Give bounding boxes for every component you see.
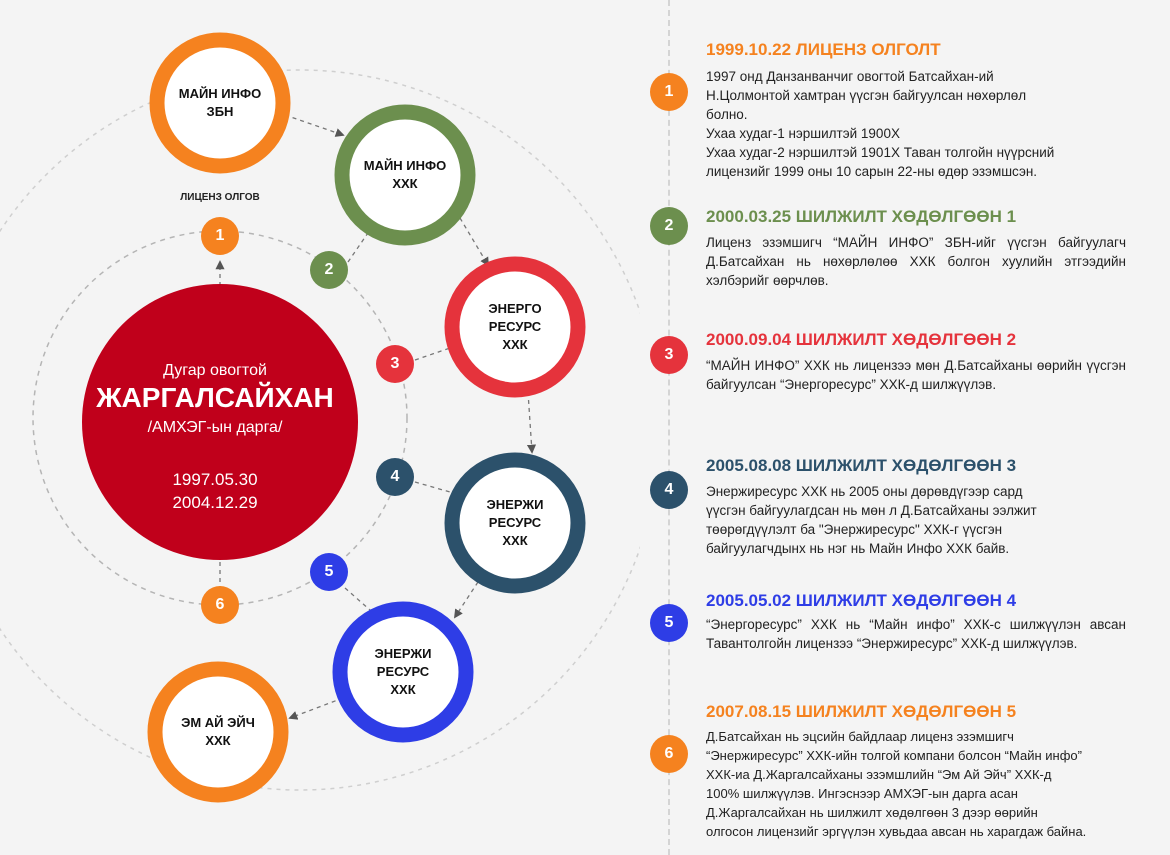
ring-label-energy-resurs-1: ЭНЕРЖИ РЕСУРС ХХК <box>486 497 544 548</box>
timeline-body: Энержиресурс ХХК нь 2005 оны дөрөвдүгээр сард үүсгэн байгуулагдсан нь мөн л Д.Батсайханы ээлжит төөрөгдүүлэлт ба "Энержиресурс" ХХК-г үүсгэн байгуулагчдынх нь нэг нь Майн Инфо ХХК байв. <box>706 484 1037 556</box>
diagram-step-badge: 4 <box>376 458 414 496</box>
timeline-title: 1999.10.22 ЛИЦЕНЗ ОЛГОЛТ <box>706 40 941 59</box>
ring-label-main-info-zbn: МАЙН ИНФО ЗБН <box>178 86 262 119</box>
center-date-end: 2004.12.29 <box>172 493 258 512</box>
timeline-badge: 6 <box>650 735 688 773</box>
center-date-start: 1997.05.30 <box>172 470 258 489</box>
timeline-title: 2005.05.02 ШИЛЖИЛТ ХӨДӨЛГӨӨН 4 <box>706 591 1017 610</box>
diagram-step-badge: 6 <box>201 586 239 624</box>
dashed-connector <box>345 588 370 610</box>
timeline-body: “Энергоресурс” ХХК нь “Майн инфо” ХХК-с шилжүүлэн авсан Тавантолгойн лицензээ “Энержиресурс” ХХК-д шилжүүлэв. <box>706 617 1126 651</box>
arrow-connector <box>528 392 532 452</box>
diagram-step-badge: 5 <box>310 553 348 591</box>
timeline-body: Д.Батсайхан нь эцсийн байдлаар лиценз эзэмшигч “Энержиресурс” ХХК-ийн толгой компани болсон “Майн инфо” ХХК-иа Д.Жаргалсайханы эзэмшлийн “Эм Ай Эйч” ХХК-д 100% шилжүүлэв. Ингэснээр АМХЭГ-ын дарга асан Д.Жаргалсайхан нь шилжилт хөдөлгөөн 3 дээр өөрийн олгосон лицензийг эргүүлэн хувьдаа авсан нь харагдаж байна. <box>706 729 1087 839</box>
ring-label-mih: ЭМ АЙ ЭЙЧ ХХК <box>181 715 255 748</box>
center-name: ЖАРГАЛСАЙХАН <box>96 382 334 413</box>
timeline-title: 2005.08.08 ШИЛЖИЛТ ХӨДӨЛГӨӨН 3 <box>706 456 1017 475</box>
center-role: /АМХЭГ-ын дарга/ <box>147 419 283 436</box>
center-subtitle: Дугар овогтой <box>163 362 267 379</box>
timeline-title: 2007.08.15 ШИЛЖИЛТ ХӨДӨЛГӨӨН 5 <box>706 702 1017 721</box>
diagram-step-badge: 2 <box>310 251 348 289</box>
timeline-title: 2000.03.25 ШИЛЖИЛТ ХӨДӨЛГӨӨН 1 <box>706 207 1017 226</box>
dashed-connector <box>348 230 370 262</box>
timeline-body: “МАЙН ИНФО” ХХК нь лицензээ мөн Д.Батсайханы өөрийн үүсгэн байгуулсан “Энергоресурс” ХХК-д шилжүүлэв. <box>706 358 1126 392</box>
ring-label-energy-resurs-2: ЭНЕРЖИ РЕСУРС ХХК <box>374 646 432 697</box>
timeline-badge: 4 <box>650 471 688 509</box>
timeline-title: 2000.09.04 ШИЛЖИЛТ ХӨДӨЛГӨӨН 2 <box>706 330 1017 349</box>
arrow-connector <box>290 698 343 718</box>
ring-label-energo-resurs: ЭНЕРГО РЕСУРС ХХК <box>488 301 542 352</box>
license-issued-label: ЛИЦЕНЗ ОЛГОВ <box>180 192 260 203</box>
ring-label-main-info-llc: МАЙН ИНФО ХХК <box>363 158 447 191</box>
dashed-connector <box>415 348 450 360</box>
timeline-body: Лиценз эзэмшигч “МАЙН ИНФО” ЗБН-ийг үүсгэн байгуулагч Д.Батсайхан нь нөхөрлөлөө ХХК болгон хуулийн этгээдийн хэлбэрийг өөрчлөв. <box>706 235 1126 288</box>
timeline-body: 1997 онд Данзанванчиг овогтой Батсайхан-ий Н.Цолмонтой хамтран үүсгэн байгуулсан нөхөрлөл болно. Ухаа худаг-1 нэршилтэй 1900Х Ухаа худаг-2 нэршилтэй 1901Х Таван толгойн нүүрсний лицензийг 1999 оны 10 сарын 22-ны өдөр эзэмшсэн. <box>706 69 1055 179</box>
timeline-badge: 5 <box>650 604 688 642</box>
dashed-connector <box>415 482 450 492</box>
diagram-step-badge: 1 <box>201 217 239 255</box>
timeline-divider <box>668 0 670 855</box>
arrow-connector <box>455 582 478 617</box>
timeline-badge: 2 <box>650 207 688 245</box>
timeline-badge: 3 <box>650 336 688 374</box>
arrow-connector <box>460 218 488 265</box>
diagram-step-badge: 3 <box>376 345 414 383</box>
timeline-badge: 1 <box>650 73 688 111</box>
arrow-connector <box>285 115 343 135</box>
